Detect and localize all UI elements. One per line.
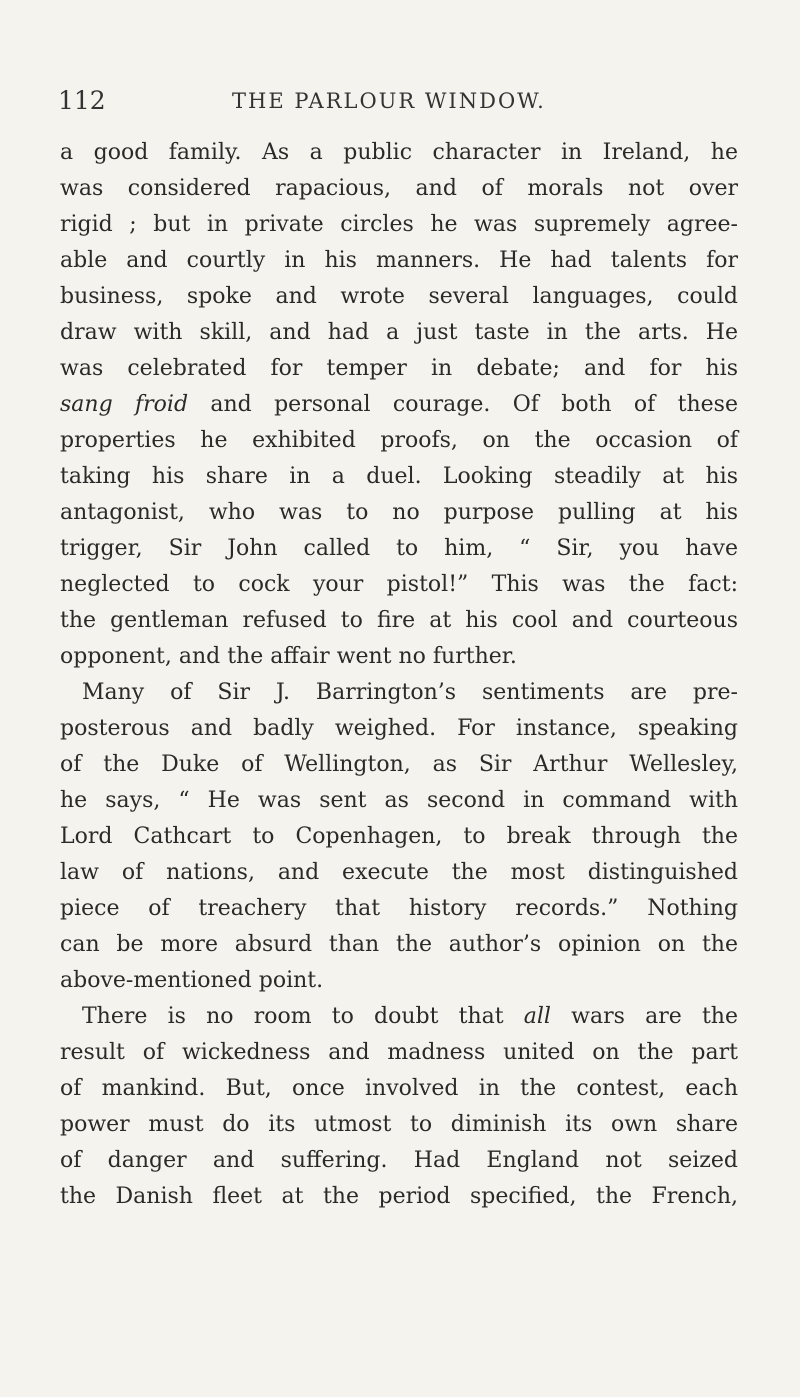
text-line: a good family. As a public character in Ireland, he: [60, 140, 738, 165]
text-span: wars are the: [571, 1004, 738, 1029]
paragraph-start-with-italic: [60, 999, 738, 1035]
text-span: and personal courage. Of both of these: [210, 392, 738, 417]
text-line: able and courtly in his manners. He had talents for: [60, 248, 738, 273]
text-line: was celebrated for temper in debate; and for his: [60, 356, 738, 381]
text-line: power must do its utmost to diminish its own share: [60, 1112, 738, 1137]
text-line: posterous and badly weighed. For instance, speaking: [60, 716, 738, 741]
italic-phrase: sang froid: [60, 392, 189, 417]
italic-word: all: [523, 1004, 551, 1029]
text-line: opponent, and the affair went no further.: [60, 644, 517, 669]
text-line-with-italic: [60, 387, 738, 423]
text-line: above-mentioned point.: [60, 968, 324, 993]
page-number: 112: [58, 86, 106, 115]
text-line: result of wickedness and madness united on the part: [60, 1040, 738, 1065]
text-line: he says, “ He was sent as second in command with: [60, 788, 738, 813]
body-text: [60, 135, 738, 1215]
text-line: properties he exhibited proofs, on the occasion of: [60, 428, 738, 453]
text-line: neglected to cock your pistol!” This was the fact:: [60, 572, 738, 597]
text-line: Lord Cathcart to Copenhagen, to break through the: [60, 824, 738, 849]
text-line: taking his share in a duel. Looking steadily at his: [60, 464, 738, 489]
text-span: There is no room to doubt that: [82, 1004, 504, 1029]
text-line: the gentleman refused to fire at his cool and courteous: [60, 608, 738, 633]
text-line: of the Duke of Wellington, as Sir Arthur Wellesley,: [60, 752, 738, 777]
text-line: of danger and suffering. Had England not seized: [60, 1148, 738, 1173]
text-line: piece of treachery that history records.” Nothing: [60, 896, 738, 921]
text-line: law of nations, and execute the most distinguished: [60, 860, 738, 885]
text-line: of mankind. But, once involved in the contest, each: [60, 1076, 738, 1101]
text-line: antagonist, who was to no purpose pulling at his: [60, 500, 738, 525]
text-line: draw with skill, and had a just taste in the arts. He: [60, 320, 738, 345]
text-line: the Danish fleet at the period specified, the French,: [60, 1184, 738, 1209]
text-line: rigid ; but in private circles he was supremely agree-: [60, 212, 738, 237]
paragraph-start: Many of Sir J. Barrington’s sentiments are pre-: [82, 680, 738, 705]
running-title: THE PARLOUR WINDOW.: [232, 89, 546, 113]
text-line: can be more absurd than the author’s opinion on the: [60, 932, 738, 957]
text-line: business, spoke and wrote several languages, could: [60, 284, 738, 309]
text-line: trigger, Sir John called to him, “ Sir, you have: [60, 536, 738, 561]
text-line: was considered rapacious, and of morals not over: [60, 176, 738, 201]
